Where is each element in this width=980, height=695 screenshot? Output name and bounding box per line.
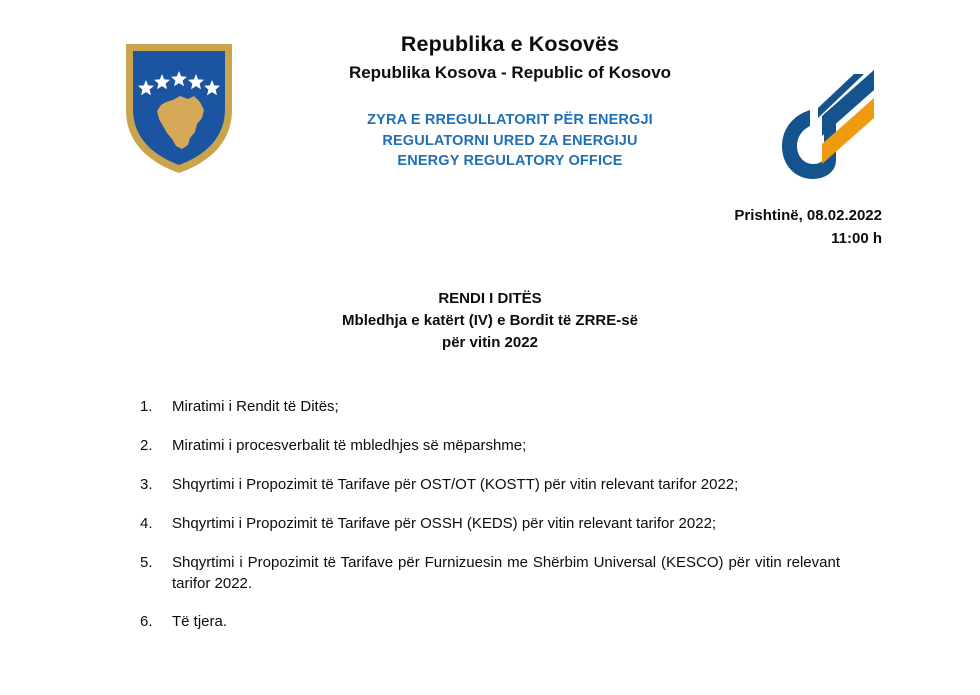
kosovo-coat-of-arms-icon (118, 32, 240, 177)
agenda-item-number: 4. (140, 515, 153, 532)
country-name-bilingual: Republika Kosova - Republic of Kosovo (348, 63, 672, 82)
agenda-item (140, 552, 840, 594)
agenda-item-text: Miratimi i procesverbalit të mbledhjes së mëparshme; (172, 437, 527, 454)
country-name-albanian: Republika e Kosovës (400, 32, 620, 56)
meeting-time: 11:00 h (831, 230, 882, 247)
meeting-year: për vitin 2022 (442, 334, 538, 351)
agenda-list (140, 396, 840, 650)
agenda-item (140, 435, 840, 456)
office-name-albanian: ZYRA E RREGULLATORIT PËR ENERGJI (367, 112, 653, 128)
office-name-block (250, 110, 770, 172)
agenda-item-number: 2. (140, 437, 153, 454)
agenda-item-number: 5. (140, 554, 153, 571)
header-title-block (250, 30, 770, 172)
agenda-item (140, 611, 840, 632)
office-name-serbian: REGULATORNI URED ZA ENERGIJU (382, 132, 638, 149)
agenda-item-number: 6. (140, 613, 153, 630)
agenda-item (140, 474, 840, 495)
agenda-item (140, 513, 840, 534)
agenda-title: RENDI I DITËS (438, 290, 542, 307)
agenda-item-text: Të tjera. (172, 613, 228, 630)
zrre-flame-logo-icon (778, 68, 878, 180)
agenda-item-text: Shqyrtimi i Propozimit të Tarifave për OST/OT (KOSTT) për vitin relevant tarifor 2022; (172, 476, 739, 493)
agenda-item (140, 396, 840, 417)
meeting-subtitle: Mbledhja e katërt (IV) e Bordit të ZRRE-së (342, 312, 638, 329)
agenda-title-block (140, 288, 840, 354)
document-header (0, 0, 980, 195)
agenda-item-text: Miratimi i Rendit të Ditës; (172, 398, 339, 415)
agenda-item-text: Shqyrtimi i Propozimit të Tarifave për Furnizuesin me Shërbim Universal (KESCO) për vitin relevant tarifor 2022. (172, 554, 840, 592)
agenda-item-text: Shqyrtimi i Propozimit të Tarifave për OSSH (KEDS) për vitin relevant tarifor 2022; (172, 515, 717, 532)
office-name-english: ENERGY REGULATORY OFFICE (397, 153, 623, 169)
place-and-date: Prishtinë, 08.02.2022 (734, 207, 882, 224)
agenda-item-number: 1. (140, 398, 153, 415)
agenda-item-number: 3. (140, 476, 153, 493)
date-block (734, 204, 882, 250)
